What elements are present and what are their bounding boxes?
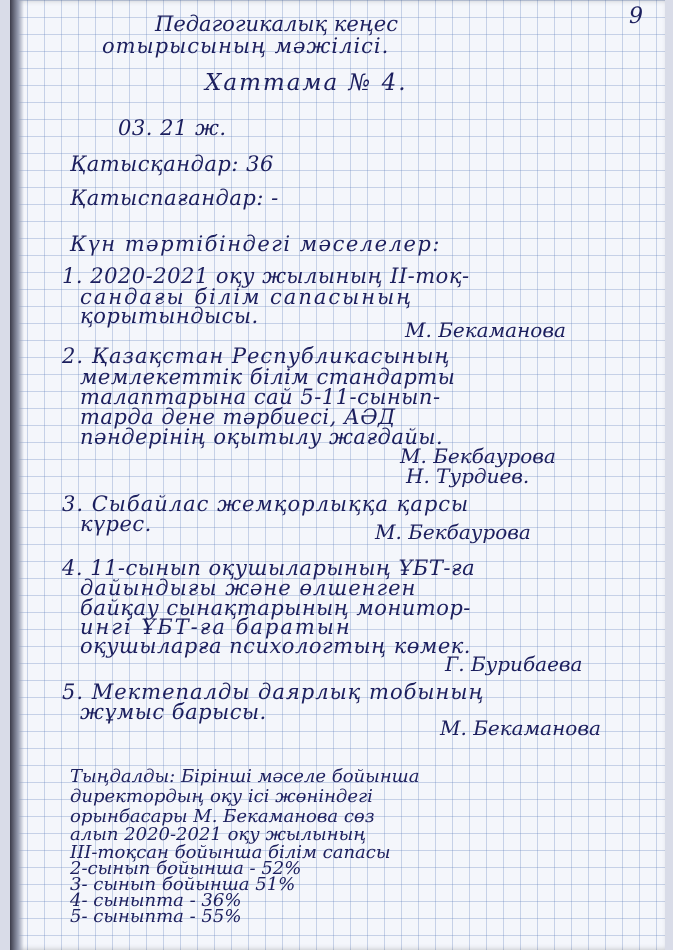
result-grade-2: 2-сынып бойынша - 52% xyxy=(70,858,302,879)
agenda-item-1-line-2: сандағы білім сапасының xyxy=(80,285,414,309)
attendance-present: Қатысқандар: 36 xyxy=(70,152,274,176)
agenda-item-5-line-1: 5. Мектепалды даярлық тобының xyxy=(62,680,485,704)
agenda-item-2-speaker-2: Н. Турдиев. xyxy=(406,464,530,488)
page-binding-edge xyxy=(10,0,24,950)
agenda-item-4-line-1: 4. 11-сынып оқушыларының ҰБТ-ға xyxy=(62,556,476,580)
header-line-1: Педагогикалық кеңес xyxy=(155,12,398,36)
agenda-item-4-line-5: оқушыларға психологтың көмек. xyxy=(80,634,471,658)
listened-line-3: орынбасары М. Бекаманова сөз xyxy=(70,806,375,827)
agenda-item-1-line-3: қорытындысы. xyxy=(80,304,259,328)
result-grade-5: 5- сыныпта - 55% xyxy=(70,906,242,927)
agenda-item-3-speaker: М. Бекбаурова xyxy=(375,520,531,544)
result-grade-3: 3- сынып бойынша 51% xyxy=(70,874,296,895)
date: 03. 21 ж. xyxy=(118,116,227,140)
listened-line-1: Тыңдалды: Бірінші мәселе бойынша xyxy=(70,766,420,787)
agenda-item-4-line-3: байқау сынақтарының монитор- xyxy=(80,596,471,620)
header-line-2: отырысының мәжілісі. xyxy=(102,34,390,58)
agenda-item-2-line-4: тарда дене тәрбиесі, АӘД xyxy=(80,405,396,429)
agenda-item-3-line-2: күрес. xyxy=(80,512,152,536)
agenda-item-4-line-4: ингі ҰБТ-ға баратын xyxy=(80,615,352,639)
agenda-item-5-line-2: жұмыс барысы. xyxy=(80,700,267,724)
document-title: Хаттама № 4. xyxy=(205,70,408,96)
agenda-heading: Күн тәртібіндегі мәселелер: xyxy=(70,232,441,256)
agenda-item-2-speaker-1: М. Бекбаурова xyxy=(400,444,556,468)
notebook-page xyxy=(10,0,665,950)
agenda-item-3-line-1: 3. Сыбайлас жемқорлыққа қарсы xyxy=(62,492,470,516)
agenda-item-2-line-2: мемлекеттік білім стандарты xyxy=(80,365,456,389)
listened-line-4: алып 2020-2021 оқу жылының xyxy=(70,824,367,845)
result-grade-4: 4- сыныпта - 36% xyxy=(70,890,242,911)
attendance-absent: Қатыспағандар: - xyxy=(70,186,279,210)
agenda-item-1-line-1: 1. 2020-2021 оқу жылының ІІ-тоқ- xyxy=(62,264,470,288)
listened-line-2: директордың оқу ісі жөніндегі xyxy=(70,786,373,807)
agenda-item-2-line-3: талаптарына сай 5-11-сынып- xyxy=(80,385,441,409)
listened-line-5: ІІІ-тоқсан бойынша білім сапасы xyxy=(70,842,391,863)
agenda-item-4-line-2: дайындығы және өлшенген xyxy=(80,576,417,600)
agenda-item-1-speaker: М. Бекаманова xyxy=(405,318,566,342)
agenda-item-2-line-1: 2. Қазақстан Республикасының xyxy=(62,344,451,368)
page-number: 9 xyxy=(629,4,643,29)
agenda-item-2-line-5: пәндерінің оқытылу жағдайы. xyxy=(80,425,444,449)
agenda-item-4-speaker: Г. Бурибаева xyxy=(445,652,583,676)
agenda-item-5-speaker: М. Бекаманова xyxy=(440,716,601,740)
